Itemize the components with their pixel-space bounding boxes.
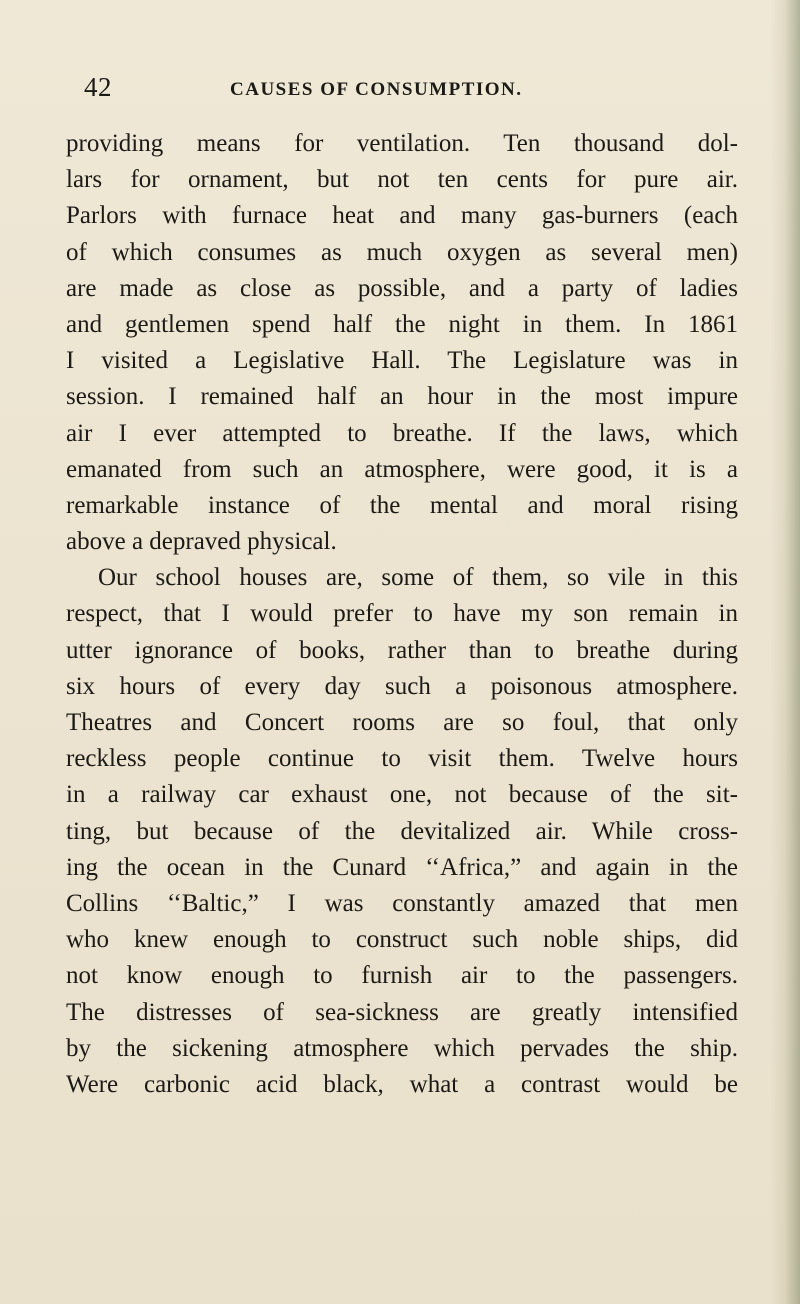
text-line: six hours of every day such a poisonous atmosphere. [66, 672, 738, 700]
text-line: The distresses of sea-sickness are greatly intensified [66, 998, 738, 1026]
text-line: ting, but because of the devitalized air. While cross- [66, 817, 738, 845]
body-text [66, 126, 738, 1103]
text-line: I visited a Legislative Hall. The Legislature was in [66, 347, 738, 375]
text-line: session. I remained half an hour in the most impure [66, 383, 738, 411]
text-line: Our school houses are, some of them, so vile in this [98, 564, 738, 592]
text-line: who knew enough to construct such noble ships, did [66, 926, 738, 954]
text-line: providing means for ventilation. Ten thousand dol- [66, 130, 738, 157]
text-line: Collins ‘‘Baltic,” I was constantly amazed that men [66, 889, 738, 917]
text-line: emanated from such an atmosphere, were good, it is a [66, 455, 738, 483]
text-line: lars for ornament, but not ten cents for pure air. [66, 166, 738, 194]
text-line: reckless people continue to visit them. Twelve hours [66, 745, 738, 773]
text-line: remarkable instance of the mental and moral rising [66, 491, 738, 519]
text-line: are made as close as possible, and a party of ladies [66, 274, 738, 302]
text-line: in a railway car exhaust one, not because of the sit- [66, 781, 738, 809]
text-line: utter ignorance of books, rather than to breathe during [66, 636, 738, 664]
text-line: by the sickening atmosphere which pervades the ship. [66, 1034, 738, 1062]
text-line: not know enough to furnish air to the passengers. [66, 962, 738, 990]
text-line: air I ever attempted to breathe. If the laws, which [66, 419, 738, 447]
text-line: above a depraved physical. [66, 528, 337, 556]
text-line: Were carbonic acid black, what a contrast would be [66, 1070, 738, 1098]
page-header [0, 64, 800, 104]
text-line: ing the ocean in the Cunard ‘‘Africa,” and again in the [66, 853, 738, 881]
text-line: respect, that I would prefer to have my son remain in [66, 600, 738, 628]
page-number: 42 [84, 72, 112, 102]
running-head: CAUSES OF CONSUMPTION. [230, 79, 523, 100]
text-line: of which consumes as much oxygen as several men) [66, 238, 738, 266]
text-line: and gentlemen spend half the night in them. In 1861 [66, 310, 738, 338]
text-line: Parlors with furnace heat and many gas-burners (each [66, 202, 738, 230]
text-line: Theatres and Concert rooms are so foul, that only [66, 709, 738, 736]
